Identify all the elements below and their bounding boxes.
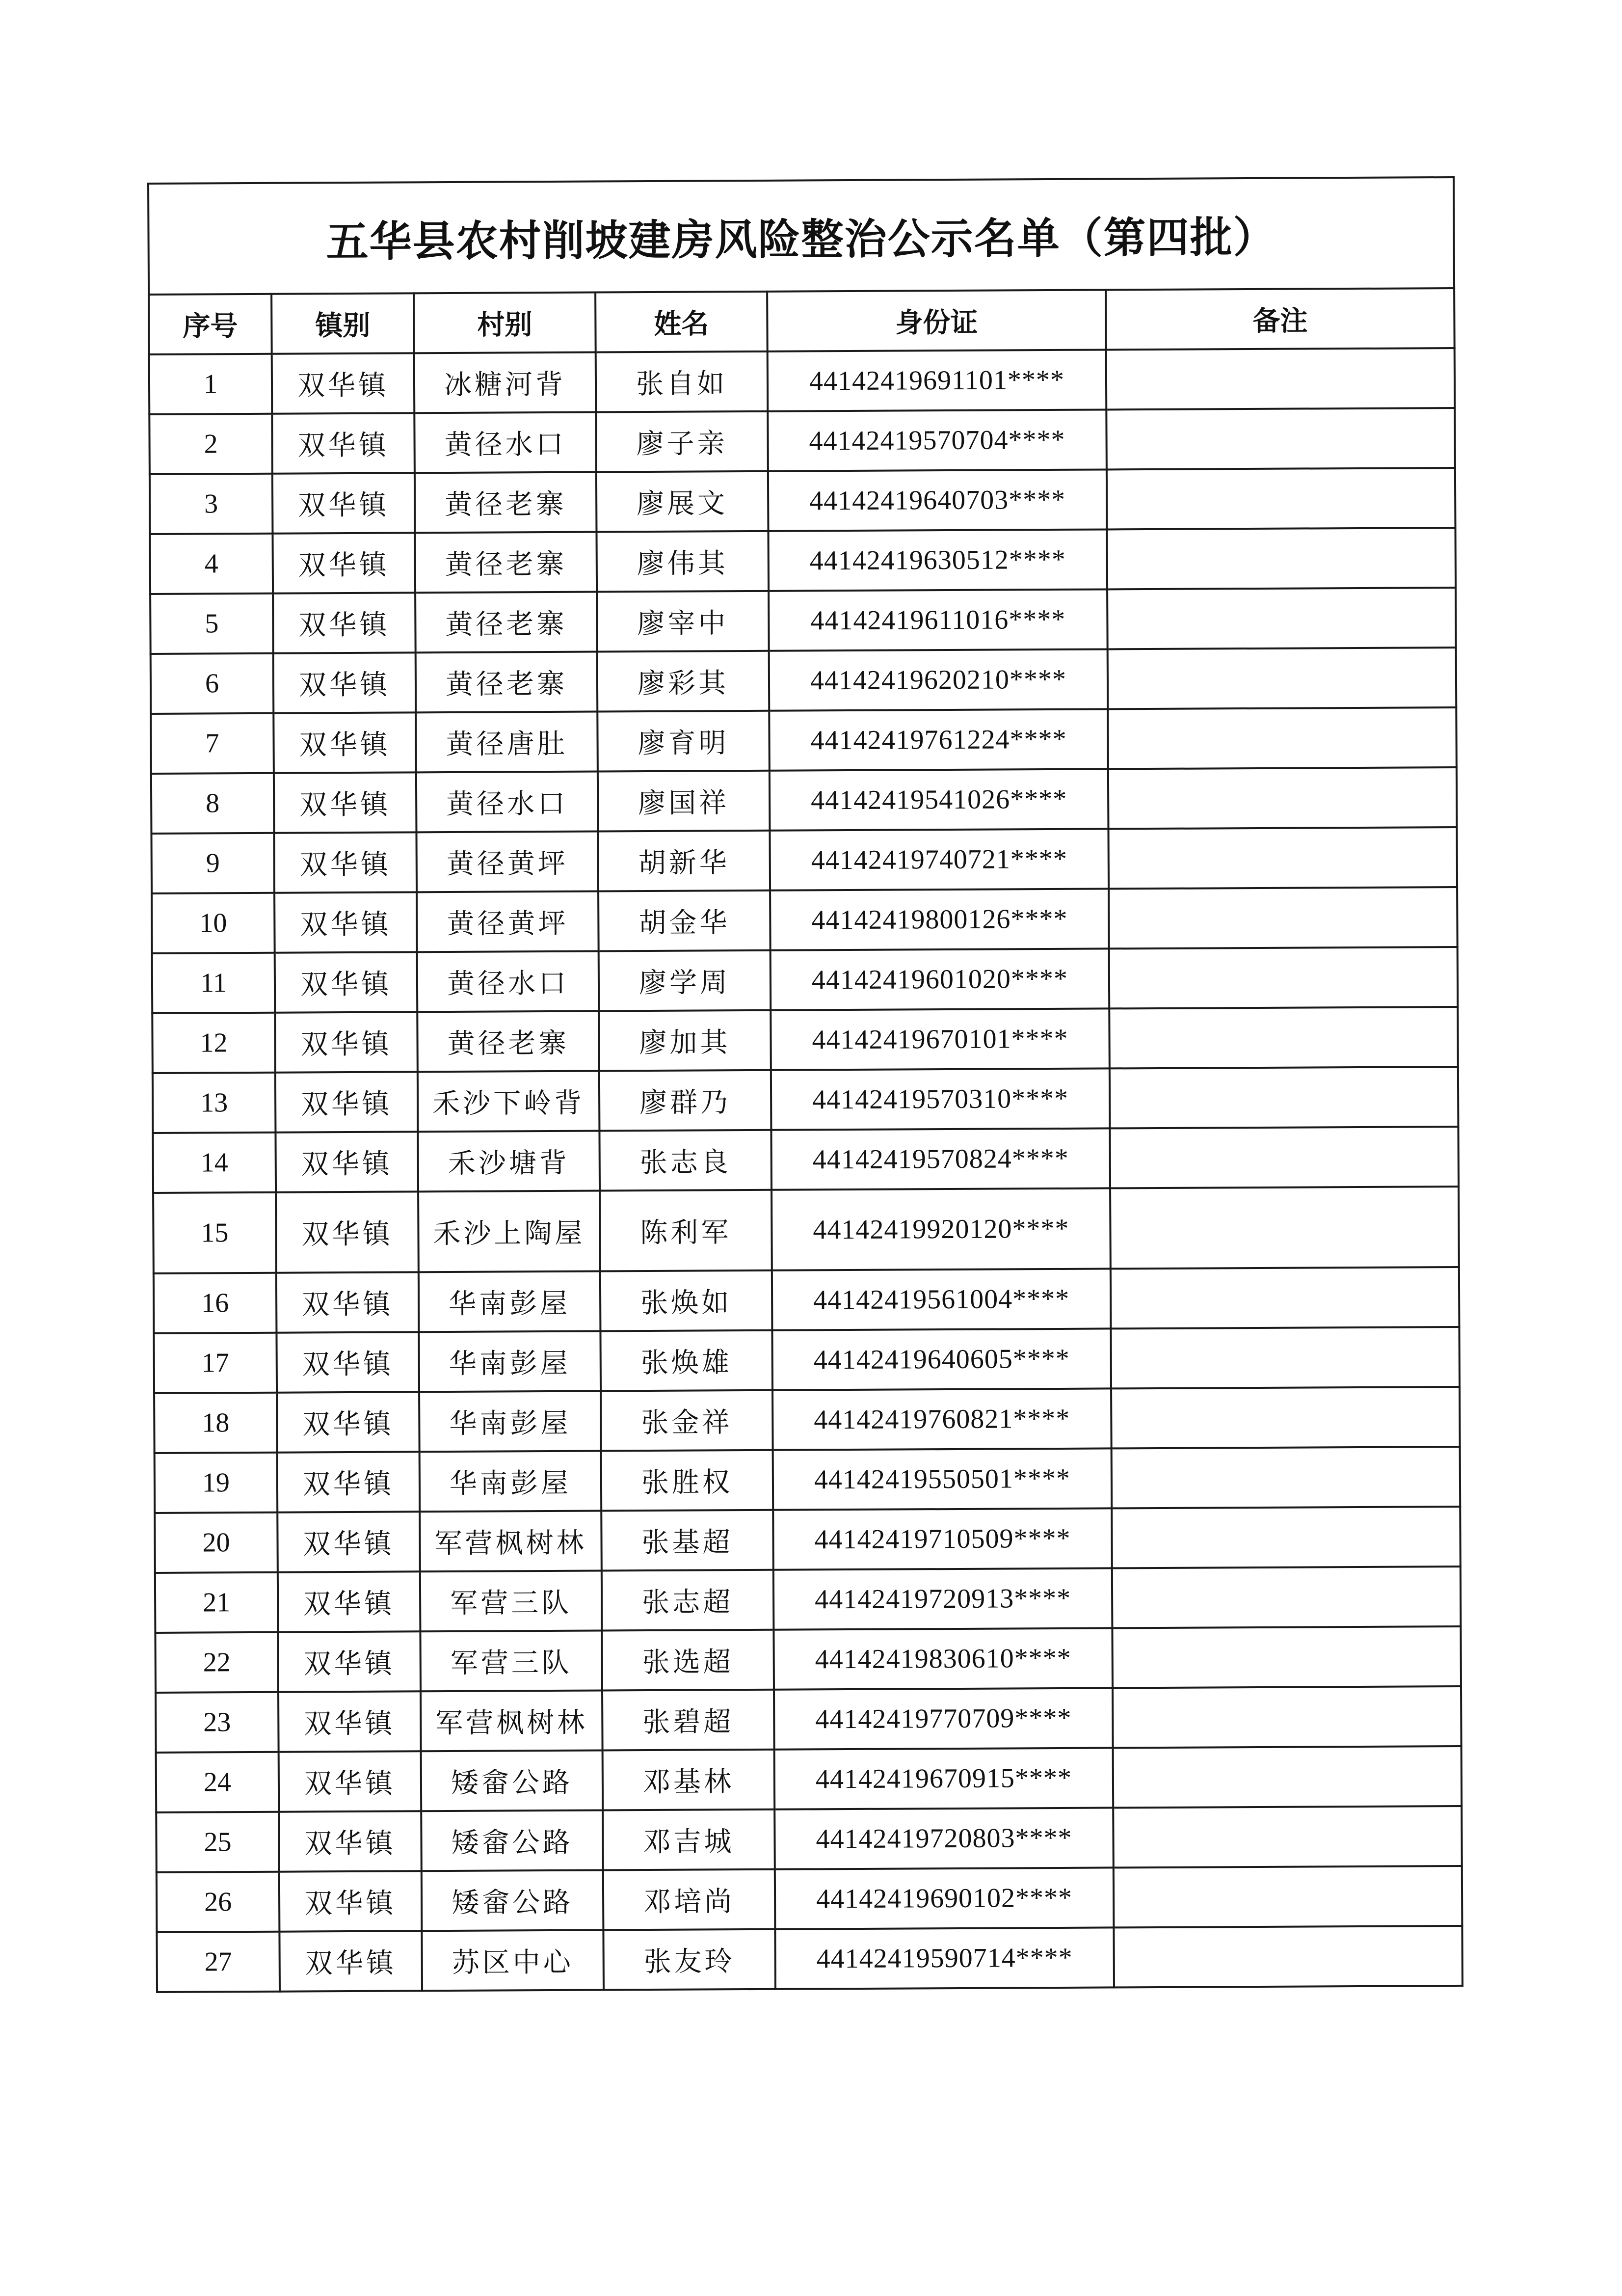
row-name: 张友玲: [603, 1929, 775, 1990]
row-village: 矮畲公路: [421, 1810, 603, 1871]
row-id-card: 44142419590714****: [775, 1927, 1114, 1989]
row-name: 胡金华: [598, 891, 771, 951]
column-header-id-card: 身份证: [767, 290, 1106, 351]
row-town: 双华镇: [275, 1072, 418, 1132]
row-town: 双华镇: [276, 1191, 419, 1272]
row-village: 禾沙上陶屋: [418, 1191, 600, 1272]
row-town: 双华镇: [272, 413, 415, 473]
row-name: 张碧超: [602, 1690, 774, 1751]
row-name: 陈利军: [600, 1190, 772, 1271]
row-name: 张选超: [602, 1630, 774, 1691]
row-name: 廖育明: [597, 711, 770, 772]
row-village: 矮畲公路: [422, 1870, 604, 1931]
row-town: 双华镇: [272, 533, 415, 593]
row-index: 23: [156, 1692, 279, 1753]
row-town: 双华镇: [273, 652, 416, 713]
row-id-card: 44142419550501****: [773, 1448, 1112, 1510]
row-index: 22: [155, 1632, 278, 1693]
row-index: 5: [150, 594, 273, 654]
row-village: 禾沙下岭背: [418, 1071, 600, 1132]
row-name: 廖展文: [596, 471, 769, 532]
row-village: 黄径老寨: [415, 532, 597, 593]
row-id-card: 44142419670915****: [774, 1748, 1114, 1809]
row-id-card: 44142419670101****: [771, 1008, 1110, 1070]
row-id-card: 44142419691101****: [768, 350, 1107, 411]
row-town: 双华镇: [278, 1631, 421, 1692]
row-town: 双华镇: [279, 1871, 422, 1931]
table-row: [154, 1327, 1460, 1393]
row-town: 双华镇: [279, 1811, 422, 1871]
row-village: 军营枫树林: [421, 1691, 603, 1752]
row-village: 华南彭屋: [419, 1391, 601, 1452]
row-index: 13: [153, 1073, 276, 1133]
row-remarks: [1109, 887, 1458, 948]
row-name: 胡新华: [598, 831, 770, 891]
row-id-card: 44142419570704****: [768, 409, 1107, 471]
row-name: 张金祥: [601, 1390, 773, 1451]
table-row: [151, 707, 1457, 774]
row-remarks: [1108, 767, 1457, 829]
row-name: 廖宰中: [597, 591, 769, 652]
row-index: 25: [156, 1812, 279, 1872]
row-id-card: 44142419640605****: [772, 1328, 1111, 1390]
table-row: [156, 1746, 1462, 1812]
row-village: 华南彭屋: [420, 1451, 602, 1512]
row-village: 苏区中心: [422, 1930, 604, 1991]
row-id-card: 44142419541026****: [770, 769, 1109, 830]
row-village: 华南彭屋: [419, 1271, 601, 1332]
row-id-card: 44142419740721****: [770, 829, 1109, 890]
row-id-card: 44142419570310****: [771, 1068, 1110, 1130]
row-remarks: [1107, 588, 1456, 649]
row-village: 黄径老寨: [415, 592, 597, 653]
table-row: [156, 1806, 1462, 1872]
table-row: [155, 1507, 1461, 1573]
column-header-index: 序号: [149, 294, 272, 354]
row-town: 双华镇: [274, 892, 417, 952]
row-name: 邓基林: [603, 1750, 775, 1810]
row-index: 19: [155, 1453, 278, 1513]
row-town: 双华镇: [274, 832, 417, 892]
row-name: 廖彩其: [597, 651, 770, 712]
header-row: [149, 288, 1455, 354]
table-row: [157, 1926, 1462, 1992]
row-index: 1: [149, 354, 272, 414]
table-row: [157, 1866, 1462, 1932]
row-town: 双华镇: [272, 353, 415, 413]
row-town: 双华镇: [277, 1512, 420, 1572]
row-remarks: [1111, 1327, 1460, 1388]
row-name: 廖伟其: [596, 531, 769, 592]
row-index: 6: [151, 653, 274, 714]
row-id-card: 44142419570824****: [771, 1128, 1110, 1189]
row-village: 黄径水口: [414, 412, 596, 473]
row-remarks: [1108, 827, 1457, 889]
row-town: 双华镇: [279, 1931, 422, 1991]
row-town: 双华镇: [274, 772, 417, 833]
row-remarks: [1110, 1067, 1459, 1128]
table-row: [153, 1127, 1459, 1193]
row-remarks: [1111, 1267, 1460, 1328]
row-index: 26: [157, 1872, 280, 1932]
row-name: 张胜权: [601, 1450, 773, 1511]
row-index: 11: [152, 953, 275, 1013]
row-remarks: [1110, 1187, 1459, 1269]
row-index: 15: [153, 1192, 276, 1273]
row-village: 军营三队: [420, 1571, 602, 1632]
table-row: [152, 947, 1458, 1013]
row-village: 冰糖河背: [414, 352, 596, 413]
row-remarks: [1110, 1127, 1459, 1188]
row-village: 禾沙塘背: [418, 1131, 600, 1192]
row-id-card: 44142419800126****: [770, 889, 1109, 950]
row-index: 16: [154, 1273, 277, 1333]
row-id-card: 44142419690102****: [775, 1867, 1114, 1929]
row-remarks: [1113, 1686, 1462, 1748]
column-header-remarks: 备注: [1106, 288, 1455, 350]
row-name: 张志良: [599, 1130, 771, 1191]
row-index: 2: [149, 414, 272, 474]
row-village: 黄径老寨: [417, 1011, 599, 1072]
row-town: 双华镇: [273, 712, 416, 773]
row-remarks: [1113, 1746, 1462, 1808]
row-remarks: [1107, 528, 1456, 589]
row-index: 4: [150, 534, 273, 594]
row-name: 廖学周: [599, 950, 771, 1011]
row-name: 廖子亲: [596, 411, 768, 472]
row-remarks: [1109, 947, 1458, 1008]
document-title: 五华县农村削坡建房风险整治公示名单（第四批）: [148, 177, 1454, 295]
row-town: 双华镇: [278, 1691, 421, 1752]
row-village: 黄径黄坪: [417, 891, 599, 952]
row-remarks: [1108, 707, 1457, 769]
row-id-card: 44142419640703****: [768, 469, 1107, 531]
row-remarks: [1114, 1866, 1462, 1927]
row-remarks: [1112, 1447, 1461, 1508]
table-row: [154, 1387, 1460, 1453]
row-village: 军营三队: [420, 1631, 602, 1692]
row-town: 双华镇: [275, 1132, 418, 1192]
row-id-card: 44142419561004****: [772, 1269, 1111, 1330]
table-row: [156, 1686, 1462, 1753]
row-town: 双华镇: [279, 1751, 422, 1811]
row-name: 张基超: [601, 1510, 773, 1571]
row-remarks: [1107, 468, 1456, 529]
row-village: 矮畲公路: [421, 1751, 603, 1811]
row-name: 张焕雄: [600, 1330, 772, 1391]
row-name: 廖群乃: [599, 1070, 771, 1131]
row-index: 8: [151, 773, 274, 834]
row-id-card: 44142419611016****: [769, 589, 1108, 650]
table-row: [152, 887, 1458, 953]
row-village: 军营枫树林: [420, 1511, 602, 1572]
row-town: 双华镇: [277, 1452, 420, 1512]
row-name: 邓吉城: [603, 1810, 775, 1870]
row-village: 黄径黄坪: [416, 832, 598, 892]
row-remarks: [1109, 1007, 1458, 1068]
row-index: 12: [152, 1013, 275, 1073]
row-remarks: [1113, 1806, 1462, 1867]
row-id-card: 44142419761224****: [769, 709, 1108, 770]
row-remarks: [1112, 1567, 1461, 1628]
row-town: 双华镇: [275, 1012, 418, 1072]
row-name: 廖国祥: [598, 771, 770, 832]
row-id-card: 44142419720913****: [773, 1568, 1113, 1629]
table-row: [150, 468, 1456, 534]
column-header-village: 村别: [414, 293, 596, 353]
row-id-card: 44142419601020****: [771, 948, 1110, 1010]
row-village: 黄径老寨: [416, 652, 598, 713]
table-row: [150, 588, 1456, 654]
row-town: 双华镇: [277, 1392, 420, 1452]
table-row: [151, 767, 1457, 834]
table-row: [155, 1447, 1461, 1513]
row-index: 7: [151, 713, 274, 774]
row-name: 张志超: [602, 1570, 774, 1631]
row-village: 黄径唐肚: [416, 712, 598, 773]
table-row: [154, 1267, 1460, 1333]
table-row: [150, 528, 1456, 594]
row-id-card: 44142419920120****: [771, 1188, 1111, 1270]
row-town: 双华镇: [276, 1272, 419, 1332]
table-row: [149, 348, 1455, 414]
row-index: 3: [150, 474, 273, 534]
column-header-town: 镇别: [271, 293, 414, 353]
row-remarks: [1112, 1626, 1461, 1688]
row-name: 廖加其: [599, 1010, 771, 1071]
row-index: 18: [154, 1393, 277, 1453]
row-index: 21: [155, 1572, 278, 1633]
public-notice-table: [147, 176, 1463, 1993]
row-town: 双华镇: [278, 1571, 421, 1632]
row-index: 27: [157, 1932, 280, 1992]
row-village: 黄径水口: [416, 772, 598, 833]
table-body: [149, 348, 1462, 1992]
row-town: 双华镇: [272, 473, 415, 533]
table-row: [151, 648, 1457, 714]
row-town: 双华镇: [273, 593, 416, 653]
row-name: 张自如: [596, 351, 768, 412]
row-village: 华南彭屋: [419, 1331, 601, 1392]
row-remarks: [1108, 648, 1457, 709]
row-id-card: 44142419630512****: [768, 529, 1107, 591]
row-id-card: 44142419760821****: [772, 1388, 1112, 1450]
table-row: [153, 1067, 1459, 1133]
row-id-card: 44142419720803****: [774, 1808, 1114, 1869]
row-index: 20: [155, 1513, 278, 1573]
row-village: 黄径老寨: [415, 472, 597, 533]
row-village: 黄径水口: [417, 951, 599, 1012]
table-row: [155, 1626, 1461, 1693]
row-remarks: [1106, 348, 1455, 409]
row-id-card: 44142419770709****: [774, 1688, 1113, 1749]
row-name: 张焕如: [600, 1270, 772, 1331]
row-id-card: 44142419620210****: [769, 649, 1108, 710]
table-row: [151, 827, 1457, 893]
row-id-card: 44142419830610****: [773, 1628, 1113, 1689]
row-index: 17: [154, 1333, 277, 1393]
row-remarks: [1114, 1926, 1462, 1987]
row-index: 24: [156, 1752, 279, 1812]
row-remarks: [1111, 1387, 1460, 1448]
row-town: 双华镇: [275, 952, 418, 1012]
row-id-card: 44142419710509****: [773, 1508, 1112, 1569]
row-remarks: [1106, 408, 1455, 469]
row-index: 9: [151, 833, 274, 893]
table-row: [153, 1187, 1459, 1273]
row-index: 14: [153, 1133, 276, 1193]
column-header-name: 姓名: [595, 292, 768, 352]
row-remarks: [1112, 1507, 1461, 1568]
row-index: 10: [152, 893, 275, 953]
table-row: [152, 1007, 1458, 1073]
table-row: [155, 1567, 1461, 1633]
row-town: 双华镇: [276, 1332, 419, 1392]
row-name: 邓培尚: [603, 1869, 775, 1930]
table-row: [149, 408, 1455, 474]
